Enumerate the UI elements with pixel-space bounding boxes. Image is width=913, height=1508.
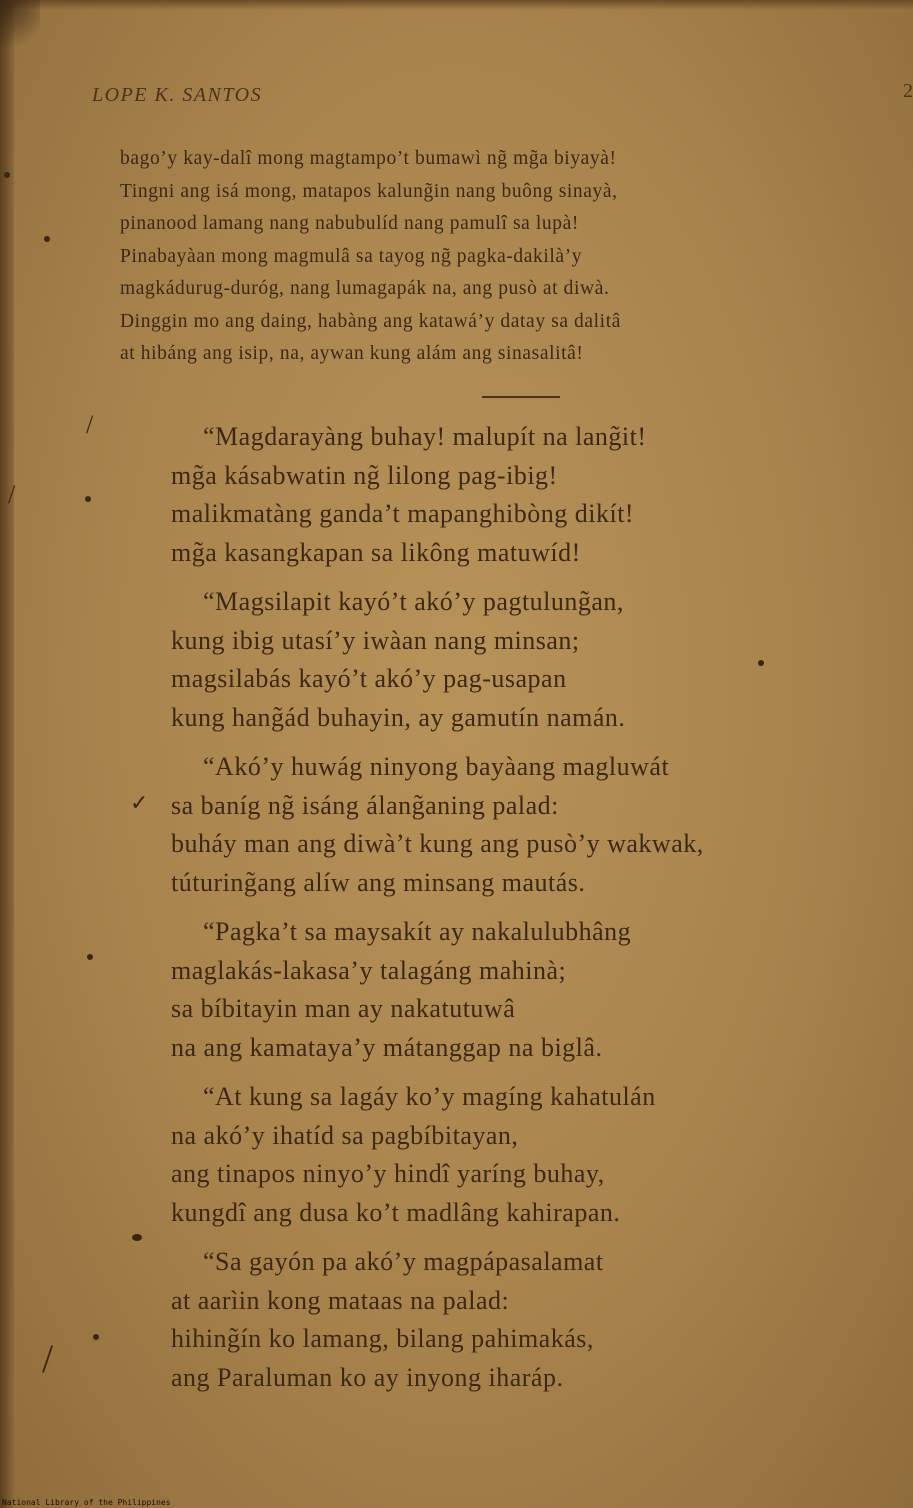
speck: [87, 954, 93, 960]
prose-line: Pinabayàan mong magmulâ sa tayog ng̃ pagka-dakilà’y: [120, 245, 583, 267]
prose-line: magkádurug-duróg, nang lumagapák na, ang pusò at diwà.: [120, 278, 610, 299]
stanza: [171, 913, 851, 1067]
verse-line: ang Paraluman ko ay inyong iharáp.: [171, 1362, 564, 1392]
verse-line: kung hang̃ád buhayin, ay gamutín namán.: [171, 702, 626, 732]
verse-line: “Akó’y huwág ninyong bayàang magluwát: [203, 752, 670, 781]
page-top-edge: [0, 0, 913, 10]
verse-line: “Magdarayàng buhay! malupít na lang̃it!: [203, 422, 647, 451]
prose-block: [120, 143, 840, 371]
verse-line: magsilabás kayó’t akó’y pag-usapan: [171, 664, 567, 693]
speck: [132, 1234, 142, 1241]
verse-line: kung ibig utasí’y iwàan nang minsan;: [171, 625, 580, 655]
verse-line: sa bíbitayin man ay nakatutuwâ: [171, 994, 516, 1023]
verse-line: túturing̃ang alíw ang minsang mautás.: [171, 867, 586, 897]
verse-line: malikmatàng ganda’t mapanghibòng dikít!: [171, 499, 635, 528]
verse-line: “Magsilapit kayó’t akó’y pagtulung̃an,: [203, 587, 624, 616]
prose-line: at hibáng ang isip, na, aywan kung alám ang sinasalitâ!: [120, 343, 584, 364]
stanza: [171, 1243, 851, 1397]
running-header-author: LOPE K. SANTOS: [92, 84, 263, 106]
verse-line: maglakás-lakasa’y talagáng mahinà;: [171, 955, 567, 985]
prose-line: bago’y kay-dalî mong magtampo’t bumawì ng̃ mg̃a biyayà!: [120, 148, 617, 169]
verse-line: mg̃a kasangkapan sa likông matuwíd!: [171, 537, 581, 567]
verse-line: ang tinapos ninyo’y hindî yaríng buhay,: [171, 1159, 605, 1188]
verse-line: at aarìin kong mataas na palad:: [171, 1285, 510, 1315]
prose-line: Tingni ang isá mong, matapos kalung̃in nang buông sinayà,: [120, 180, 618, 202]
stanza: [171, 418, 851, 572]
speck: [44, 236, 50, 242]
speck: [4, 172, 10, 178]
pencil-slash-mark: /: [86, 410, 94, 439]
page-number: 2: [903, 80, 913, 102]
speck: [85, 496, 91, 502]
verse-line: “Sa gayón pa akó’y magpápasalamat: [203, 1247, 604, 1276]
stanza: [171, 748, 851, 902]
verse-line: buháy man ang diwà’t kung ang pusò’y wakwak,: [171, 829, 704, 858]
verse-line: mg̃a kásabwatin ng̃ lilong pag-ibig!: [171, 460, 558, 490]
verse-line: sa baníg ng̃ isáng álang̃aning palad:: [171, 790, 559, 820]
verse-line: kungdî ang dusa ko’t madlâng kahirapan.: [171, 1197, 621, 1227]
verse-line: hihing̃ín ko lamang, bilang pahimakás,: [171, 1324, 594, 1353]
verse-line: “Pagka’t sa maysakít ay nakalulubhâng: [203, 917, 632, 946]
verse-block: [171, 418, 851, 1408]
speck: [758, 660, 764, 666]
pencil-slash-mark: /: [8, 480, 16, 509]
stanza: [171, 583, 851, 737]
page-left-edge: [0, 0, 14, 1508]
prose-line: Dinggin mo ang daing, habàng ang katawá’y datay sa dalitâ: [120, 310, 621, 332]
section-divider: [482, 396, 560, 398]
prose-line: pinanood lamang nang nabubulíd nang pamulî sa lupà!: [120, 213, 579, 234]
verse-line: na ang kamataya’y mátanggap na biglâ.: [171, 1032, 603, 1062]
pencil-slash-mark: /: [42, 1336, 54, 1381]
library-footer: National Library of the Philippines: [2, 1498, 171, 1507]
verse-line: na akó’y ihatíd sa pagbíbitayan,: [171, 1120, 519, 1150]
pencil-check-mark: ✓: [130, 790, 149, 815]
stanza: [171, 1078, 851, 1232]
corner-stain: [0, 0, 40, 60]
speck: [93, 1334, 99, 1340]
verse-line: “At kung sa lagáy ko’y magíng kahatulán: [203, 1082, 656, 1111]
